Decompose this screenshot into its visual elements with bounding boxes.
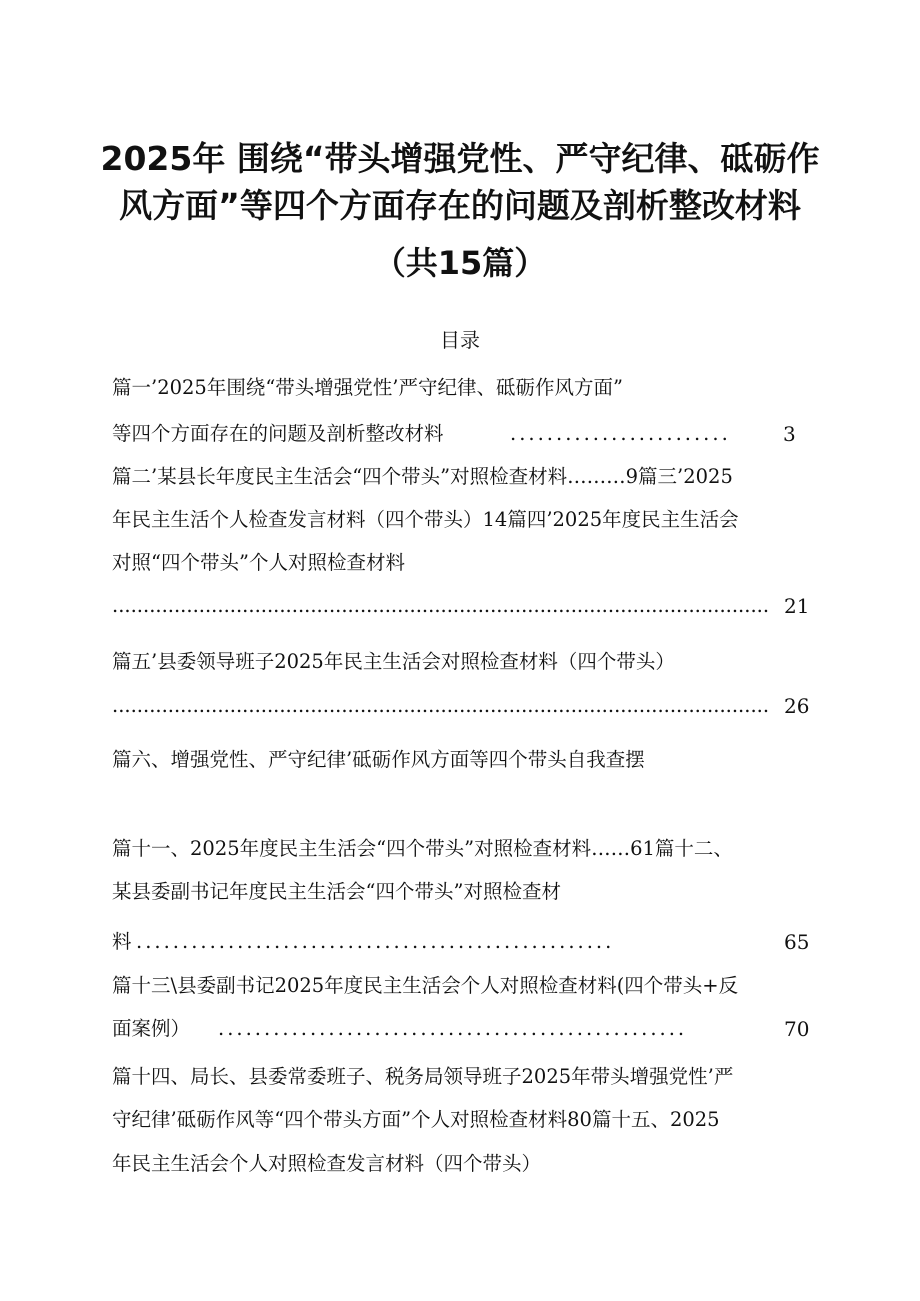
toc-entry-13-line-1: 篇十三\县委副书记2025年度民主生活会个人对照检查材料(四个带头+反	[112, 974, 739, 997]
toc-entry-13-dot-leader: ...................................................	[218, 1017, 688, 1040]
toc-entry-12-line-1: 某县委副书记年度民主生活会“四个带头”对照检查材	[112, 880, 561, 903]
toc-entry-2-line: 篇二’某县长年度民主生活会“四个带头”对照检查材料………9篇三’2025	[112, 465, 733, 488]
toc-entry-15-line: 年民主生活会个人对照检查发言材料（四个带头）	[112, 1152, 542, 1175]
toc-entry-1-dot-leader: ........................	[510, 422, 731, 445]
toc-entry-1-line-2: 等四个方面存在的问题及剖析整改材料	[112, 422, 444, 445]
toc-entry-14-line-2: 守纪律’砥砺作风等“四个带头方面”个人对照检查材料80篇十五、2025	[112, 1108, 720, 1131]
toc-entry-12-page-number: 65	[784, 930, 810, 954]
toc-entry-13-line-2: 面案例）	[112, 1017, 191, 1040]
toc-entry-5-page-number: 26	[784, 694, 810, 718]
toc-entry-12-dot-leader: ....................................................	[136, 930, 615, 953]
toc-entry-5-line: 篇五’县委领导班子2025年民主生活会对照检查材料（四个带头）	[112, 650, 675, 673]
toc-entry-11-line: 篇十一、2025年度民主生活会“四个带头”对照检查材料……61篇十二、	[112, 837, 733, 860]
toc-entry-3-line: 年民主生活个人检查发言材料（四个带头）14篇四’2025年度民主生活会	[112, 508, 739, 531]
document-title-count: （共15篇）	[373, 244, 547, 282]
document-title-line-2: 风方面”等四个方面存在的问题及剖析整改材料	[119, 186, 801, 225]
toc-entry-4-line: 对照“四个带头”个人对照检查材料	[112, 551, 405, 574]
document-title-line-1: 2025年 围绕“带头增强党性、严守纪律、砥砺作	[100, 139, 820, 178]
toc-entry-1-line-1: 篇一’2025年围绕“带头增强党性’严守纪律、砥砺作风方面”	[112, 376, 623, 399]
toc-entry-5-dot-leader: ..........................................................................................................	[112, 694, 770, 717]
toc-heading: 目录	[440, 328, 480, 352]
toc-entry-12-line-2: 料	[112, 930, 132, 953]
toc-entry-13-page-number: 70	[784, 1017, 810, 1041]
toc-entry-1-page-number: 3	[783, 422, 796, 446]
toc-entry-4-page-number: 21	[784, 594, 810, 618]
toc-entry-6-line: 篇六、增强党性、严守纪律’砥砺作风方面等四个带头自我查摆	[112, 748, 645, 771]
toc-entry-4-dot-leader: ..........................................................................................................	[112, 594, 770, 617]
toc-entry-14-line-1: 篇十四、局长、县委常委班子、税务局领导班子2025年带头增强党性’严	[112, 1065, 734, 1088]
